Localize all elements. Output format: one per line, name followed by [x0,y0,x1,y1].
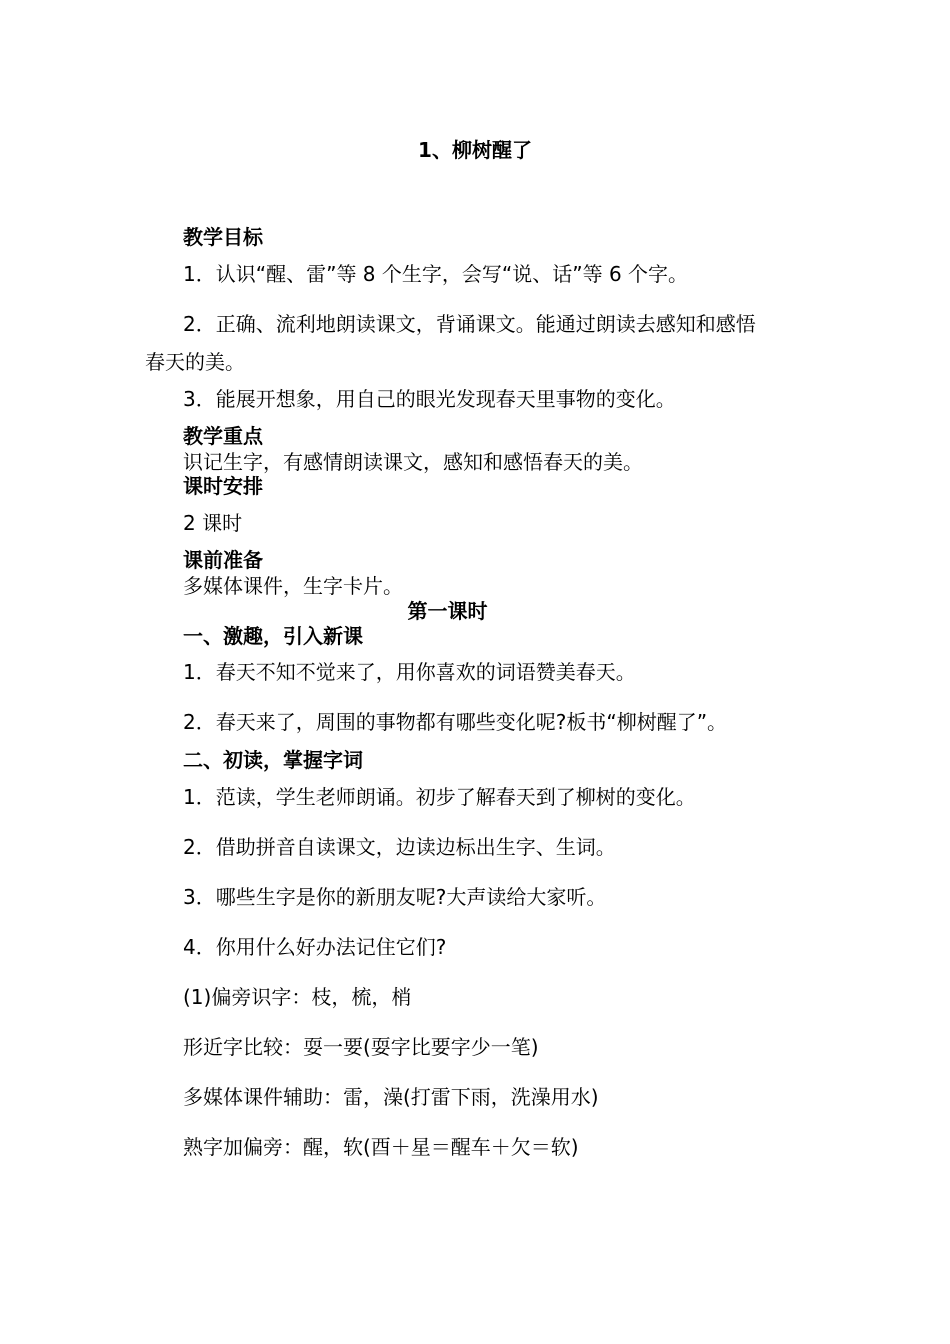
objective-item-1: 1．认识“醒、雷”等 8 个生字，会写“说、话”等 6 个字。 [183,262,689,286]
section2-heading: 二、初读，掌握字词 [183,748,363,772]
page-title: 1、柳树醒了 [418,138,532,162]
section1-item-1: 1．春天不知不觉来了，用你喜欢的词语赞美春天。 [183,660,636,684]
key-points-text: 识记生字，有感情朗读课文，感知和感悟春天的美。 [183,450,643,474]
section2-item-5: (1)偏旁识字：枝，梳，梢 [183,985,412,1009]
preparation-text: 多媒体课件，生字卡片。 [183,574,403,598]
section2-item-3: 3．哪些生字是你的新朋友呢?大声读给大家听。 [183,885,607,909]
section2-item-6: 形近字比较：耍一要(耍字比要字少一笔) [183,1035,539,1059]
objective-item-2: 2．正确、流利地朗读课文，背诵课文。能通过朗读去感知和感悟 [183,312,756,336]
section1-heading: 一、激趣，引入新课 [183,624,363,648]
section2-item-1: 1．范读，学生老师朗诵。初步了解春天到了柳树的变化。 [183,785,696,809]
objective-item-3: 3．能展开想象，用自己的眼光发现春天里事物的变化。 [183,387,676,411]
objective-item-2-continued: 春天的美。 [145,350,245,374]
section2-item-7: 多媒体课件辅助：雷，澡(打雷下雨，洗澡用水) [183,1085,599,1109]
section2-item-2: 2．借助拼音自读课文，边读边标出生字、生词。 [183,835,616,859]
key-points-heading: 教学重点 [183,424,263,448]
objectives-heading: 教学目标 [183,225,263,249]
section2-item-8: 熟字加偏旁：醒，软(酉＋星＝醒车＋欠＝软) [183,1135,579,1159]
section2-item-4: 4．你用什么好办法记住它们? [183,935,447,959]
lesson-one-heading: 第一课时 [407,599,488,623]
schedule-heading: 课时安排 [183,474,263,498]
preparation-heading: 课前准备 [183,548,263,572]
schedule-text: 2 课时 [183,511,243,535]
section1-item-2: 2．春天来了，周围的事物都有哪些变化呢?板书“柳树醒了”。 [183,710,728,734]
